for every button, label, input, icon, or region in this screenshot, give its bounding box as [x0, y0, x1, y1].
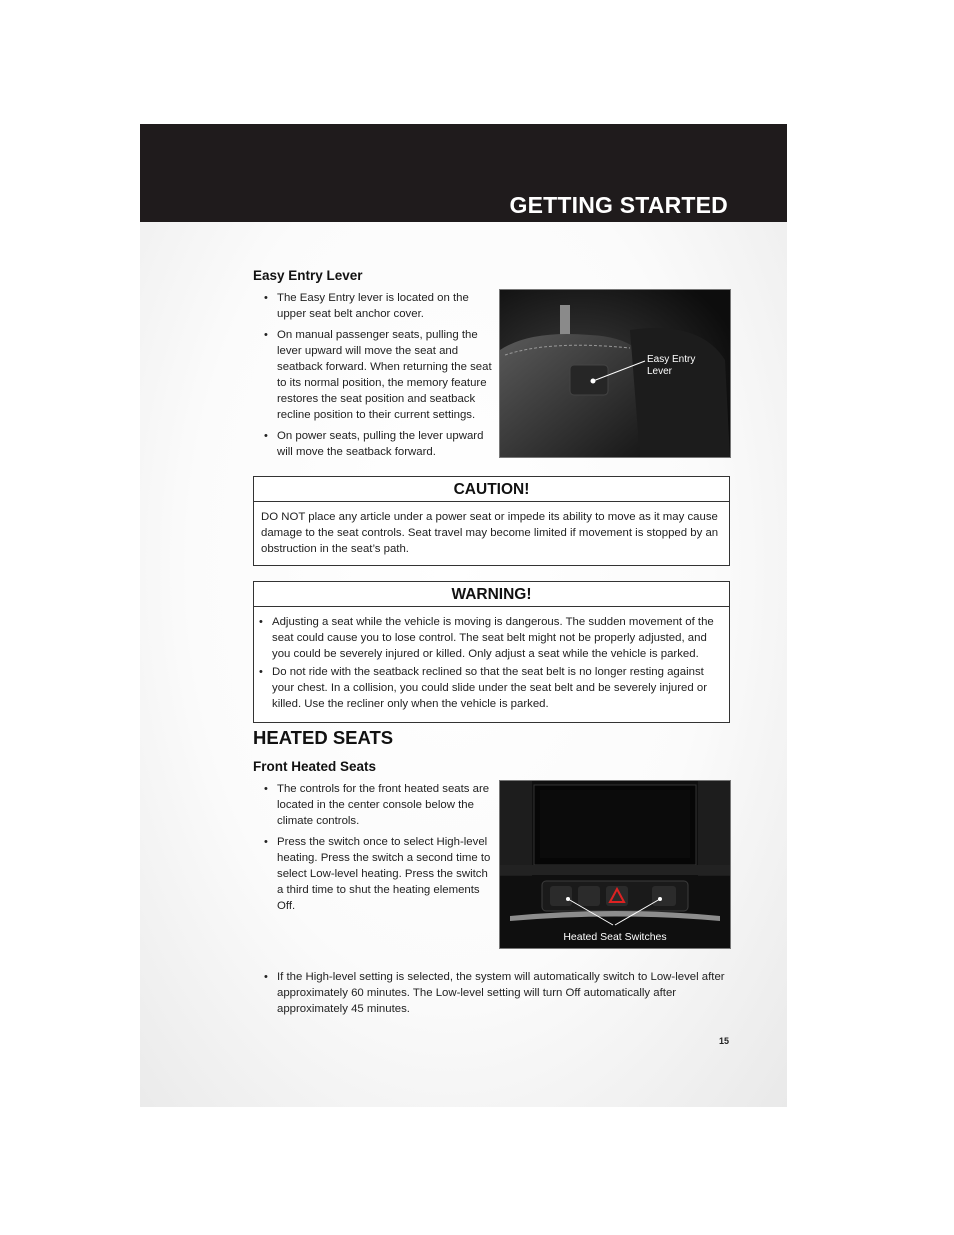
image-label: Easy Entry: [647, 354, 696, 365]
easy-entry-heading: Easy Entry Lever: [253, 268, 363, 283]
warning-box: [253, 581, 730, 723]
caution-title: CAUTION!: [254, 477, 729, 502]
image-label: Lever: [647, 366, 673, 377]
list-item: • Press the switch once to select High-level heating. Press the switch a second time to select Low-level heating. Press the switch a third time to shut the heating elements Off.: [264, 834, 494, 914]
manual-page: [140, 124, 787, 1107]
warning-list: [259, 614, 722, 712]
heated-seats-list: [264, 781, 494, 919]
list-item: • If the High-level setting is selected, the system will automatically switch to Low-level after approximately 60 minutes. The Low-level setting will turn Off automatically after approximately 45 minutes.: [264, 969, 730, 1017]
console-photo-illustration: [500, 781, 730, 948]
seat-photo-illustration: [500, 290, 730, 457]
list-item: • Adjusting a seat while the vehicle is moving is dangerous. The sudden movement of the seat could cause you to lose control. The seat belt might not be properly adjusted, and you could be severely injured or killed. Only adjust a seat while the vehicle is parked.: [259, 614, 722, 662]
list-item: • On power seats, pulling the lever upward will move the seatback forward.: [264, 428, 494, 460]
warning-body: [254, 607, 729, 722]
caution-text: DO NOT place any article under a power seat or impede its ability to move as it may cause damage to the seat controls. Seat travel may become limited if movement is stopped by an obstruction in the seat’s path.: [261, 511, 719, 555]
heated-seats-heading: HEATED SEATS: [253, 727, 394, 748]
list-item: • Do not ride with the seatback reclined so that the seat belt is no longer resting against your chest. In a collision, you could slide under the seat belt and be severely injured or killed. Use the recliner only when the vehicle is parked.: [259, 664, 722, 712]
heated-seat-switches-photo: [499, 780, 731, 949]
list-item: • The controls for the front heated seats are located in the center console below the climate controls.: [264, 781, 494, 829]
warning-title: WARNING!: [254, 582, 729, 607]
image-label: Heated Seat Switches: [563, 931, 667, 943]
header-banner: [140, 124, 787, 222]
easy-entry-list: [264, 290, 494, 465]
easy-entry-lever-photo: [499, 289, 731, 458]
caution-box: [253, 476, 730, 566]
list-item: • On manual passenger seats, pulling the lever upward will move the seat and seatback forward. When returning the seat to its normal position, the memory feature restores the seat position and seatback recline position to their current settings.: [264, 327, 494, 423]
heated-seats-extra-list: [264, 969, 730, 1022]
page-title: GETTING STARTED: [509, 192, 728, 218]
front-heated-seats-heading: Front Heated Seats: [253, 759, 377, 774]
page-number: 15: [718, 1036, 729, 1046]
list-item: • The Easy Entry lever is located on the upper seat belt anchor cover.: [264, 290, 494, 322]
